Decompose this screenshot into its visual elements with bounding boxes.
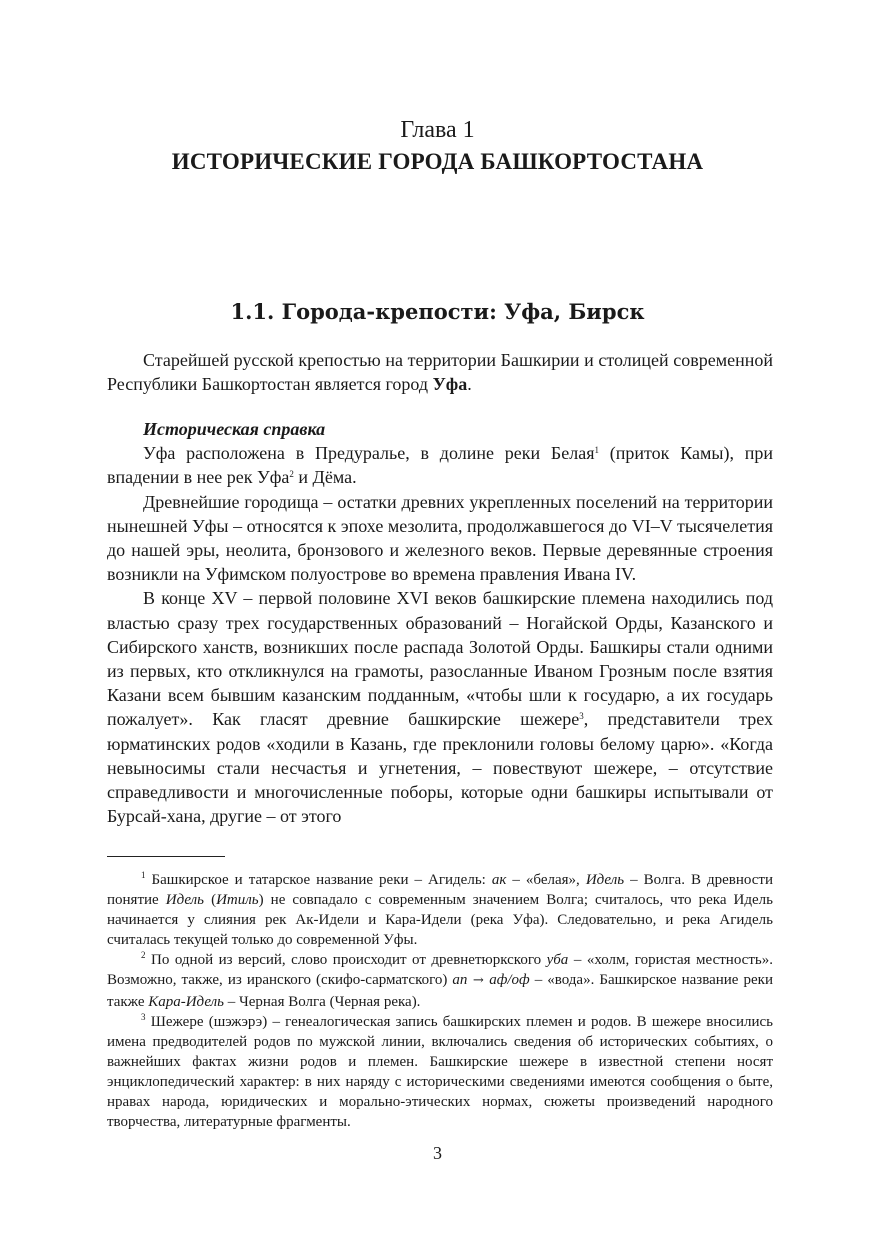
footnote-number: 1 — [141, 870, 146, 880]
paragraph-text: , представители трех юрматинских родов «ходили в Казань, где преклонили головы белому царю». «Когда невыносимы стали несчастья и угнетения, – повествуют шежере, – отсутствие справедливости и многочисленные поборы, которые одни башкиры испытывали от Бурсай-хана, другие – от этого — [107, 709, 773, 827]
footnote-ref-2[interactable]: 2 — [289, 469, 294, 480]
chapter-label: Глава 1 — [400, 117, 475, 143]
chapter-title: ИСТОРИЧЕСКИЕ ГОРОДА БАШКОРТОСТАНА — [171, 149, 704, 174]
footnote-text: – Волга. В древности понятие — [107, 872, 773, 909]
intro-text: Старейшей русской крепостью на территории Башкирии и столицей современной Республики Башкортостан является город — [107, 350, 773, 395]
intro-text-end: . — [467, 374, 472, 395]
footnote-text: Башкирское и татарское название реки – Агидель: — [145, 872, 492, 888]
footnote-text: – «белая», — [506, 872, 586, 888]
footnote-text: ( — [204, 892, 217, 909]
historical-note-heading: Историческая справка — [143, 419, 326, 439]
arrow-icon: → — [467, 973, 490, 989]
footnote-text: – «холм, гористая местность». Возможно, также, из иранского (скифо-сарматского) — [107, 952, 773, 989]
paragraph-text: (приток Камы), при впадении в нее рек Уфа — [107, 443, 774, 488]
footnotes — [107, 870, 773, 1132]
footnote-number: 3 — [141, 1011, 146, 1022]
intro-bold-city: Уфа — [432, 374, 468, 395]
intro-block — [107, 348, 773, 396]
footnote-italic: Идель — [165, 892, 205, 909]
footnote-italic: уба — [546, 952, 569, 969]
paragraph-text: Уфа расположена в Предуралье, в долине реки Белая — [143, 443, 595, 464]
footnote-italic: Идель — [585, 872, 625, 888]
paragraph-history — [107, 586, 773, 828]
historical-note — [107, 417, 773, 828]
footnote-italic: Итиль — [216, 892, 259, 909]
footnote-italic: ак — [491, 872, 507, 888]
footnote-separator — [107, 856, 225, 857]
footnote-italic: ап — [452, 972, 468, 989]
paragraph-ancient-settlements: Древнейшие городища – остатки древних укрепленных поселений на территории нынешней Уфы – относятся к эпохе мезолита, продолжавшегося до VI–V тысячелетия до нашей эры, неолита, бронзового и железного веков. Первые деревянные строения возникли на Уфимском полуострове во времена правления Ивана IV. — [107, 491, 773, 585]
footnote-text: – «вода». Башкирское название реки также — [107, 972, 773, 1010]
footnote-text: Шежере (шэжэрэ) – генеалогическая запись башкирских племен и родов. В шежере вносились имена предводителей родов по мужской линии, включались сведения об исторических событиях, о важнейших фактах жизни родов и племен. Башкирские шежере в известной степени носят энциклопедический характер: в них наряду с историческими сведениями имеются сообщения о быте, нравах народа, юридических и морально-этических нормах, сюжеты произведений народного творчества, литературные фрагменты. — [107, 1013, 773, 1131]
footnote-italic: Кара-Идель — [148, 993, 224, 1010]
footnote-2 — [107, 950, 773, 1011]
footnote-text: ) не совпадало с современным значением Волга; считалось, что река Идель начинается у слияния рек Ак-Идели и Кара-Идели (река Уфа). Следовательно, и река Агидель считалась текущей только до современной Уфы. — [107, 892, 773, 949]
section-title: 1.1. Города-крепости: Уфа, Бирск — [230, 299, 645, 324]
footnote-text: – Черная Волга (Черная река). — [223, 993, 421, 1010]
intro-paragraph — [107, 348, 773, 396]
paragraph-text: В конце XV – первой половине XVI веков башкирские племена находились под властью сразу трех государственных образований – Ногайской Орды, Казанского и Сибирского ханств, возникших после распада Золотой Орды. Башкиры стали одними из первых, кто откликнулся на грамоты, разосланные Иваном Грозным после взятия Казани всем бывшим казанским подданным, «чтобы шли к государю, а их государь пожалует». Как гласят древние башкирские шежере — [107, 588, 773, 730]
paragraph-location — [107, 441, 773, 489]
footnote-1 — [107, 870, 773, 950]
footnote-text: По одной из версий, слово происходит от древнетюркского — [145, 952, 547, 969]
footnote-3 — [107, 1012, 773, 1133]
page-number: 3 — [433, 1143, 442, 1163]
footnote-ref-3[interactable]: 3 — [579, 711, 584, 722]
footnote-number: 2 — [141, 950, 146, 961]
footnote-ref-1[interactable]: 1 — [594, 445, 599, 456]
paragraph-text: и Дёма. — [293, 467, 357, 488]
footnote-italic: аф/оф — [489, 972, 530, 989]
